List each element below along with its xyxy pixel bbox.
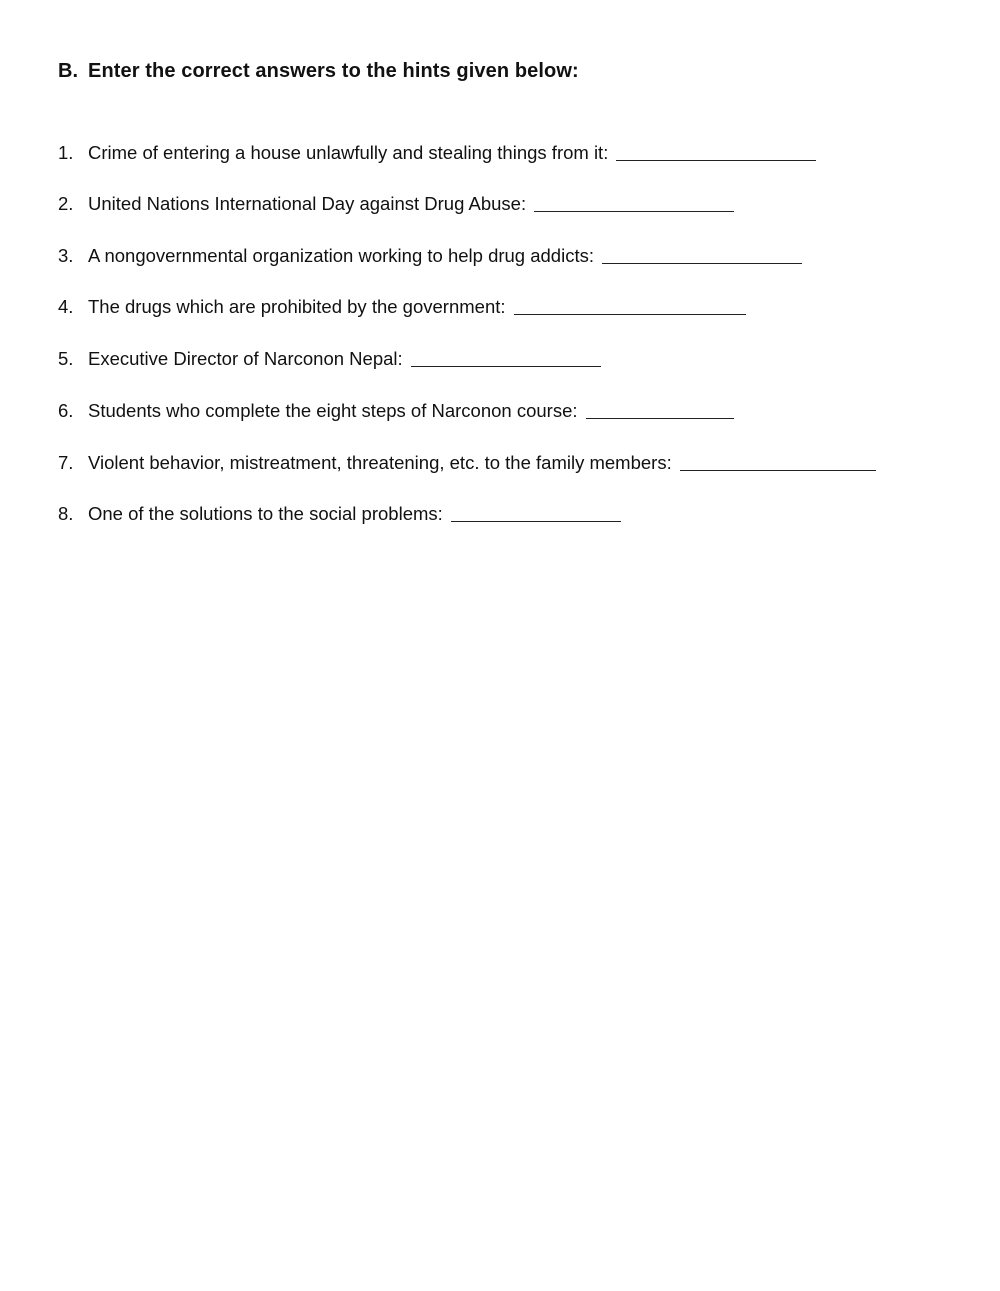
question-number: 1. — [58, 142, 74, 163]
question-text: Crime of entering a house unlawfully and stealing things from it: — [88, 142, 609, 163]
answer-blank-6[interactable] — [586, 402, 734, 419]
question-text: United Nations International Day against Drug Abuse: — [88, 193, 527, 214]
question-text: The drugs which are prohibited by the government: — [88, 296, 506, 317]
answer-blank-8[interactable] — [451, 505, 621, 522]
answer-blank-3[interactable] — [602, 247, 802, 264]
question-3 — [58, 244, 802, 268]
question-number: 2. — [58, 193, 74, 214]
question-8 — [58, 502, 621, 526]
section-title: Enter the correct answers to the hints given below: — [88, 60, 579, 82]
question-text: Violent behavior, mistreatment, threatening, etc. to the family members: — [88, 452, 672, 473]
answer-blank-2[interactable] — [534, 195, 734, 212]
question-7 — [58, 451, 876, 475]
question-number: 6. — [58, 400, 74, 421]
question-5 — [58, 347, 601, 371]
question-1 — [58, 141, 816, 165]
question-text: A nongovernmental organization working to help drug addicts: — [88, 245, 594, 266]
question-6 — [58, 399, 734, 423]
answer-blank-5[interactable] — [411, 350, 601, 367]
question-text: Executive Director of Narconon Nepal: — [88, 348, 403, 369]
section-heading — [58, 60, 579, 83]
question-4 — [58, 295, 746, 319]
question-number: 4. — [58, 296, 74, 317]
question-text: One of the solutions to the social problems: — [88, 503, 443, 524]
question-number: 5. — [58, 348, 74, 369]
question-number: 3. — [58, 245, 74, 266]
section-letter: B. — [58, 60, 79, 82]
question-text: Students who complete the eight steps of Narconon course: — [88, 400, 578, 421]
answer-blank-1[interactable] — [616, 144, 816, 161]
answer-blank-4[interactable] — [514, 298, 746, 315]
question-number: 8. — [58, 503, 74, 524]
question-2 — [58, 192, 734, 216]
answer-blank-7[interactable] — [680, 454, 876, 471]
question-number: 7. — [58, 452, 74, 473]
